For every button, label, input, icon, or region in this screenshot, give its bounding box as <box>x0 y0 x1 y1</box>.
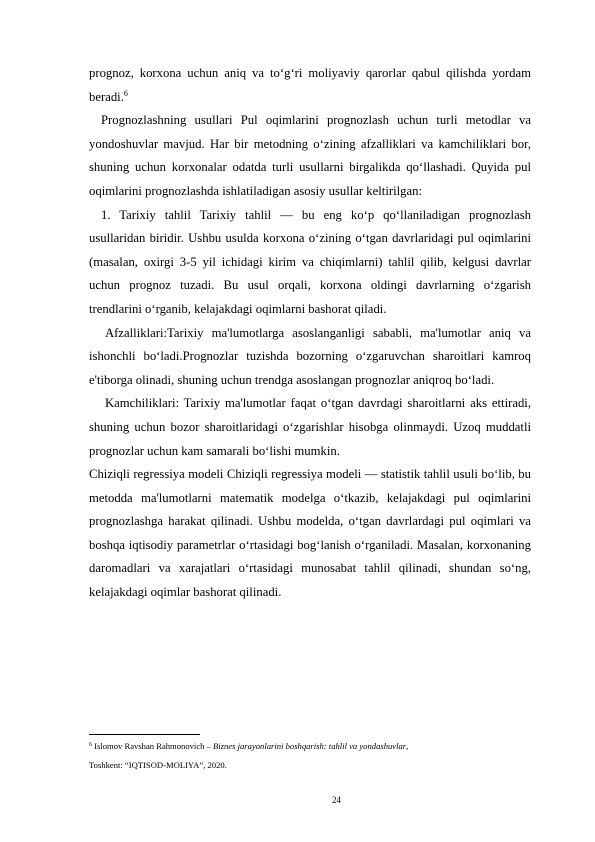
footnote <box>89 737 531 775</box>
footnote-publisher: Toshkent: “IQTISOD-MOLIYA”, 2020. <box>89 760 227 770</box>
paragraph-advantages: Afzalliklari:Tarixiy ma'lumotlarga asoslanganligi sababli, ma'lumotlar aniq va ishonchli bo‘ladi.Prognozlar tuzishda bozorning o‘zgaruvchan sharoitlari kamroq e'tiborga olinadi, shuning uchun trendga asoslangan prognozlar aniqroq bo‘ladi. <box>89 325 531 387</box>
footnote-divider <box>89 734 200 735</box>
footnote-tail: , <box>406 741 409 751</box>
footnote-number: 6 <box>89 742 92 748</box>
paragraph-text: prognoz, korxona uchun aniq va to‘g‘ri moliyaviy qarorlar qabul qilishda yordam beradi. <box>89 66 531 104</box>
footnote-reference[interactable]: 6 <box>123 88 128 98</box>
paragraph-intro-end <box>89 62 531 109</box>
footnote-line-1 <box>89 737 531 756</box>
paragraph-forecasting-methods: Prognozlashning usullari Pul oqimlarini prognozlash uchun turli metodlar va yondoshuvlar mavjud. Har bir metodning o‘zining afzalliklari va kamchiliklari bor, shuning uchun korxonalar odatda turli usullarni birgalikda qo‘llashadi. Quyida pul oqimlarini prognozlashda ishlatiladigan asosiy usullar keltirilgan: <box>89 113 531 198</box>
paragraph-linear-regression: Chiziqli regressiya modeli Chiziqli regressiya modeli — statistik tahlil usuli bo‘lib, bu metodda ma'lumotlarni matematik modelga o‘tkazib, kelajakdagi pul oqimlarini prognozlashga harakat qilinadi. Ushbu modelda, o‘tgan davrlardagi pul oqimlari va boshqa iqtisodiy parametrlar o‘rtasidagi bog‘lanish o‘rganiladi. Masalan, korxonaning daromadlari va xarajatlari o‘rtasidagi munosabat tahlil qilinadi, shundan so‘ng, kelajakdagi oqimlar bashorat qilinadi. <box>89 467 531 600</box>
paragraph-historical-analysis: 1. Tarixiy tahlil Tarixiy tahlil — bu eng ko‘p qo‘llaniladigan prognozlash usullaridan biridir. Ushbu usulda korxona o‘zining o‘tgan davrlaridagi pul oqimlarini (masalan, oxirgi 3-5 yil ichidagi kirim va chiqimlarni) tahlil qilib, kelgusi davrlar uchun prognoz tuzadi. Bu usul orqali, korxona oldingi davrlarning o‘zgarish trendlarini o‘rganib, kelajakdagi oqimlarni bashorat qiladi. <box>89 207 531 316</box>
document-body <box>89 62 531 605</box>
paragraph-disadvantages: Kamchiliklari: Tarixiy ma'lumotlar faqat o‘tgan davrdagi sharoitlarni aks ettiradi, shuning uchun bozor sharoitlaridagi o‘zgarishlar hisobga olinmaydi. Uzoq muddatli prognozlar uchun kam samarali bo‘lishi mumkin. <box>89 396 531 458</box>
footnote-author: Islomov Ravshan Rahmonovich – <box>94 741 214 751</box>
page-number: 24 <box>332 795 341 805</box>
footnote-title: Biznes jarayonlarini boshqarish: tahlil va yondashuvlar <box>213 741 407 751</box>
